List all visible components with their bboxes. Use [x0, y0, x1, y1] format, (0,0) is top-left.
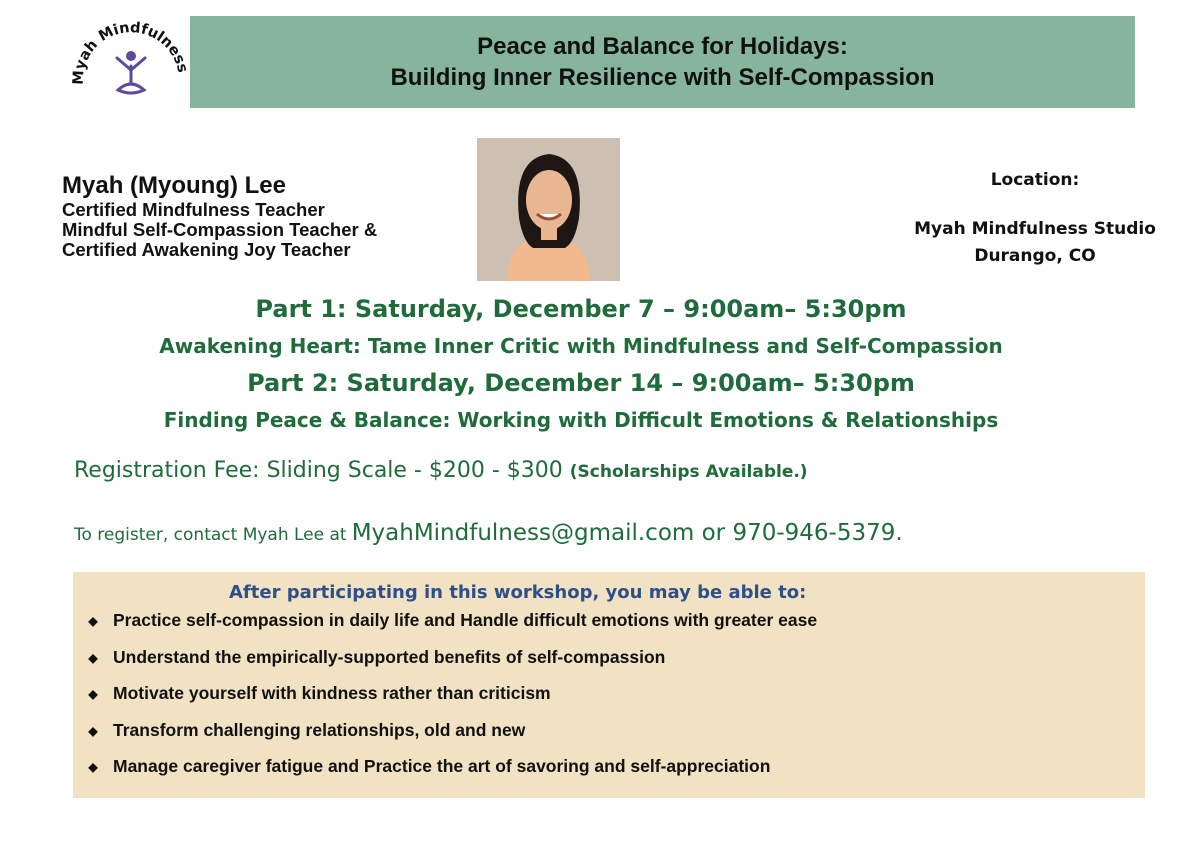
diamond-bullet-icon: ◆	[88, 650, 98, 665]
outcome-text: Manage caregiver fatigue and Practice the art of savoring and self-appreciation	[113, 756, 771, 776]
location-city: Durango, CO	[974, 246, 1096, 266]
sessions	[0, 290, 1162, 438]
outcome-text: Understand the empirically-supported benefits of self-compassion	[113, 646, 666, 667]
diamond-bullet-icon: ◆	[88, 760, 98, 774]
teacher-credential: Certified Mindfulness Teacher	[62, 199, 325, 220]
location-label: Location:	[990, 170, 1080, 190]
outcomes-list	[73, 610, 1145, 793]
title-banner	[190, 16, 1135, 108]
meditating-figure-icon	[117, 51, 145, 93]
location-venue: Myah Mindfulness Studio	[914, 219, 1156, 239]
list-item	[73, 610, 1145, 647]
list-item	[73, 683, 1145, 720]
outcomes-panel	[73, 572, 1145, 798]
logo-text: Myah Mindfulness	[70, 20, 191, 86]
location-block	[900, 170, 1170, 270]
outcome-text: Practice self-compassion in daily life and Handle difficult emotions with greater ease	[113, 610, 818, 630]
diamond-bullet-icon: ◆	[88, 614, 98, 628]
diamond-bullet-icon: ◆	[88, 723, 98, 738]
fee-text: Registration Fee: Sliding Scale - $200 - $300	[74, 458, 563, 483]
register-lead: To register, contact Myah Lee at	[74, 525, 347, 545]
diamond-bullet-icon: ◆	[88, 687, 98, 701]
outcome-text: Motivate yourself with kindness rather than criticism	[113, 683, 551, 703]
session-topic-1: Awakening Heart: Tame Inner Critic with Mindfulness and Self-Compassion	[159, 334, 1003, 358]
teacher-credential: Certified Awakening Joy Teacher	[62, 239, 351, 260]
logo	[66, 8, 196, 112]
session-part-2: Part 2: Saturday, December 14 – 9:00am– 5:30pm	[247, 369, 915, 397]
teacher-name: Myah (Myoung) Lee	[62, 172, 287, 199]
registration-fee	[74, 458, 808, 483]
list-item	[73, 756, 1145, 793]
teacher-info	[62, 172, 377, 260]
list-item	[73, 647, 1145, 684]
fee-note: (Scholarships Available.)	[569, 462, 808, 482]
register-contact-link[interactable]: MyahMindfulness@gmail.com or 970-946-5379.	[351, 520, 903, 546]
registration-contact	[74, 520, 903, 546]
outcome-text: Transform challenging relationships, old and new	[113, 719, 526, 740]
title-line-1: Peace and Balance for Holidays:	[477, 33, 848, 60]
title-line-2: Building Inner Resilience with Self-Compassion	[390, 64, 935, 91]
session-topic-2: Finding Peace & Balance: Working with Difficult Emotions & Relationships	[163, 408, 999, 432]
teacher-photo	[477, 138, 620, 281]
teacher-credential: Mindful Self-Compassion Teacher &	[62, 219, 378, 240]
session-part-1: Part 1: Saturday, December 7 – 9:00am– 5:30pm	[255, 295, 907, 323]
list-item	[73, 720, 1145, 757]
outcomes-heading: After participating in this workshop, you may be able to:	[229, 582, 807, 603]
